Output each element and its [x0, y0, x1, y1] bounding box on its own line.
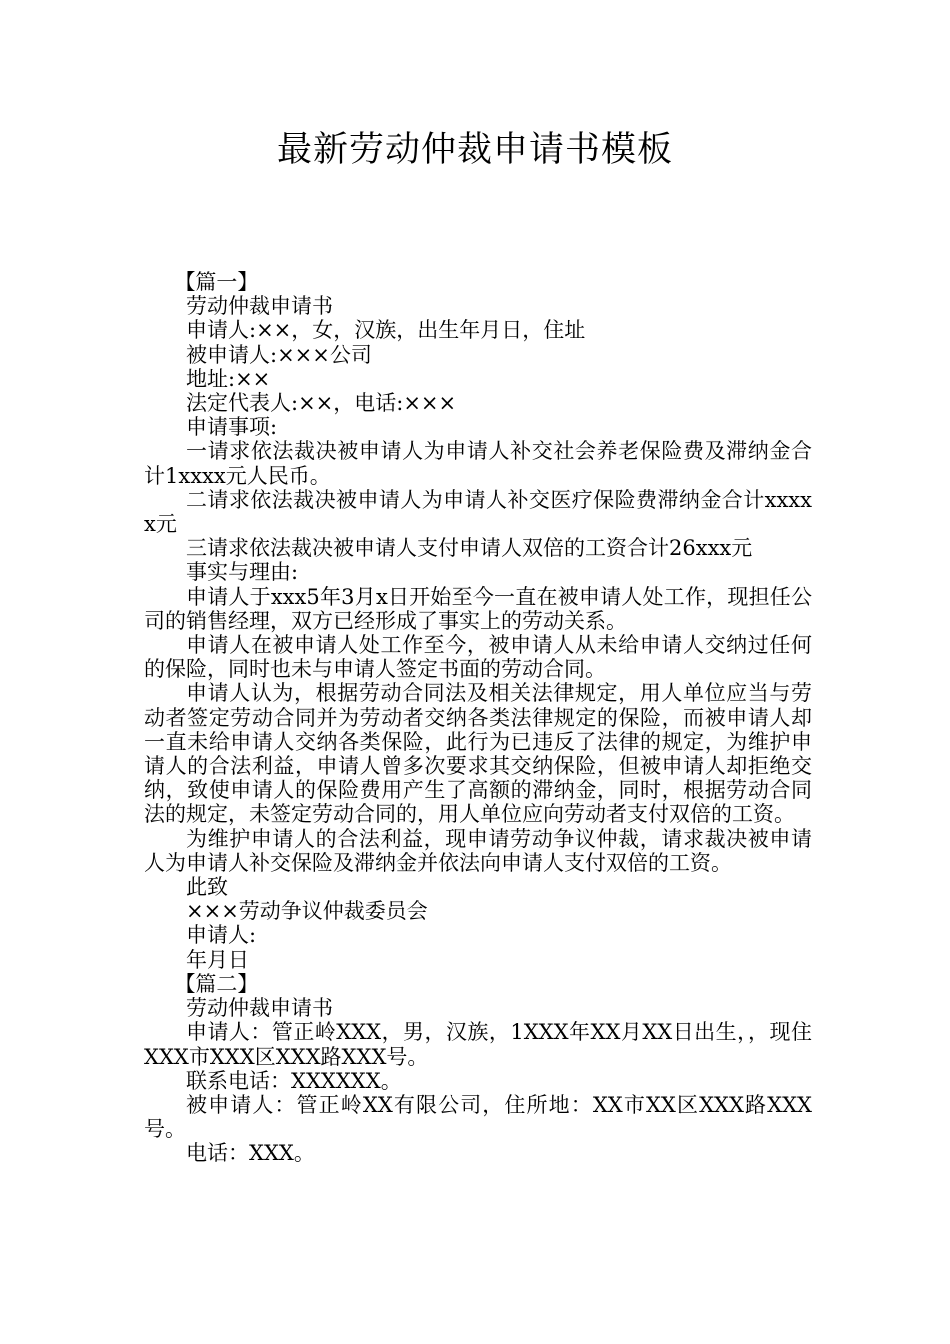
paragraph: 申请事项: [186, 415, 278, 440]
paragraph: 三请求依法裁决被申请人支付申请人双倍的工资合计26xxx元 [186, 536, 753, 561]
paragraph: 申请人认为，根据劳动合同法及相关法律规定，用人单位应当与劳动者签定劳动合同并为劳动者交纳各类法律规定的保险，而被申请人却一直未给申请人交纳各类保险，此行为已违反了法律的规定，为维护申请人的合法利益，申请人曾多次要求其交纳保险，但被申请人却拒绝交纳，致使申请人的保险费用产生了高额的滞纳金，同时，根据劳动合同法的规定，未签定劳动合同的，用人单位应向劳动者支付双倍的工资。 [144, 681, 812, 827]
paragraph: 劳动仲裁申请书 [186, 996, 333, 1021]
paragraph: 劳动仲裁申请书 [186, 294, 333, 319]
paragraph: 申请人在被申请人处工作至今，被申请人从未给申请人交纳过任何的保险，同时也未与申请人签定书面的劳动合同。 [144, 633, 812, 682]
paragraph: 地址:×× [186, 366, 271, 391]
section-heading: 【篇二】 [174, 971, 259, 996]
document-body [144, 270, 812, 1166]
paragraph: 被申请人:×××公司 [186, 342, 372, 367]
paragraph: 申请人于xxx5年3月x日开始至今一直在被申请人处工作，现担任公司的销售经理，双方已经形成了事实上的劳动关系。 [144, 584, 812, 633]
paragraph: 电话：XXX。 [186, 1141, 315, 1166]
paragraph: 年月日 [186, 947, 249, 972]
paragraph: 法定代表人:××，电话:××× [186, 391, 457, 416]
paragraph: 申请人:××，女，汉族，出生年月日，住址 [186, 318, 586, 343]
paragraph: 此致 [186, 875, 228, 900]
document-title: 最新劳动仲裁申请书模板 [276, 130, 673, 170]
paragraph: 一请求依法裁决被申请人为申请人补交社会养老保险费及滞纳金合计1xxxx元人民币。 [144, 439, 812, 488]
paragraph: 申请人: [186, 923, 257, 948]
paragraph: 事实与理由: [186, 560, 299, 585]
paragraph: ×××劳动争议仲裁委员会 [186, 899, 428, 924]
paragraph: 申请人：管正岭XXX，男，汉族，1XXX年XX月XX日出生，，现住XXX市XXX区XXX路XXX号。 [144, 1020, 812, 1069]
paragraph: 二请求依法裁决被申请人为申请人补交医疗保险费滞纳金合计xxxxx元 [144, 487, 812, 537]
section-heading: 【篇一】 [174, 270, 259, 294]
paragraph: 为维护申请人的合法利益，现申请劳动争议仲裁，请求裁决被申请人为申请人补交保险及滞纳金并依法向申请人支付双倍的工资。 [144, 826, 812, 875]
paragraph: 联系电话：XXXXXX。 [186, 1068, 402, 1093]
paragraph: 被申请人：管正岭XX有限公司，住所地：XX市XX区XXX路XXX号。 [144, 1092, 812, 1142]
